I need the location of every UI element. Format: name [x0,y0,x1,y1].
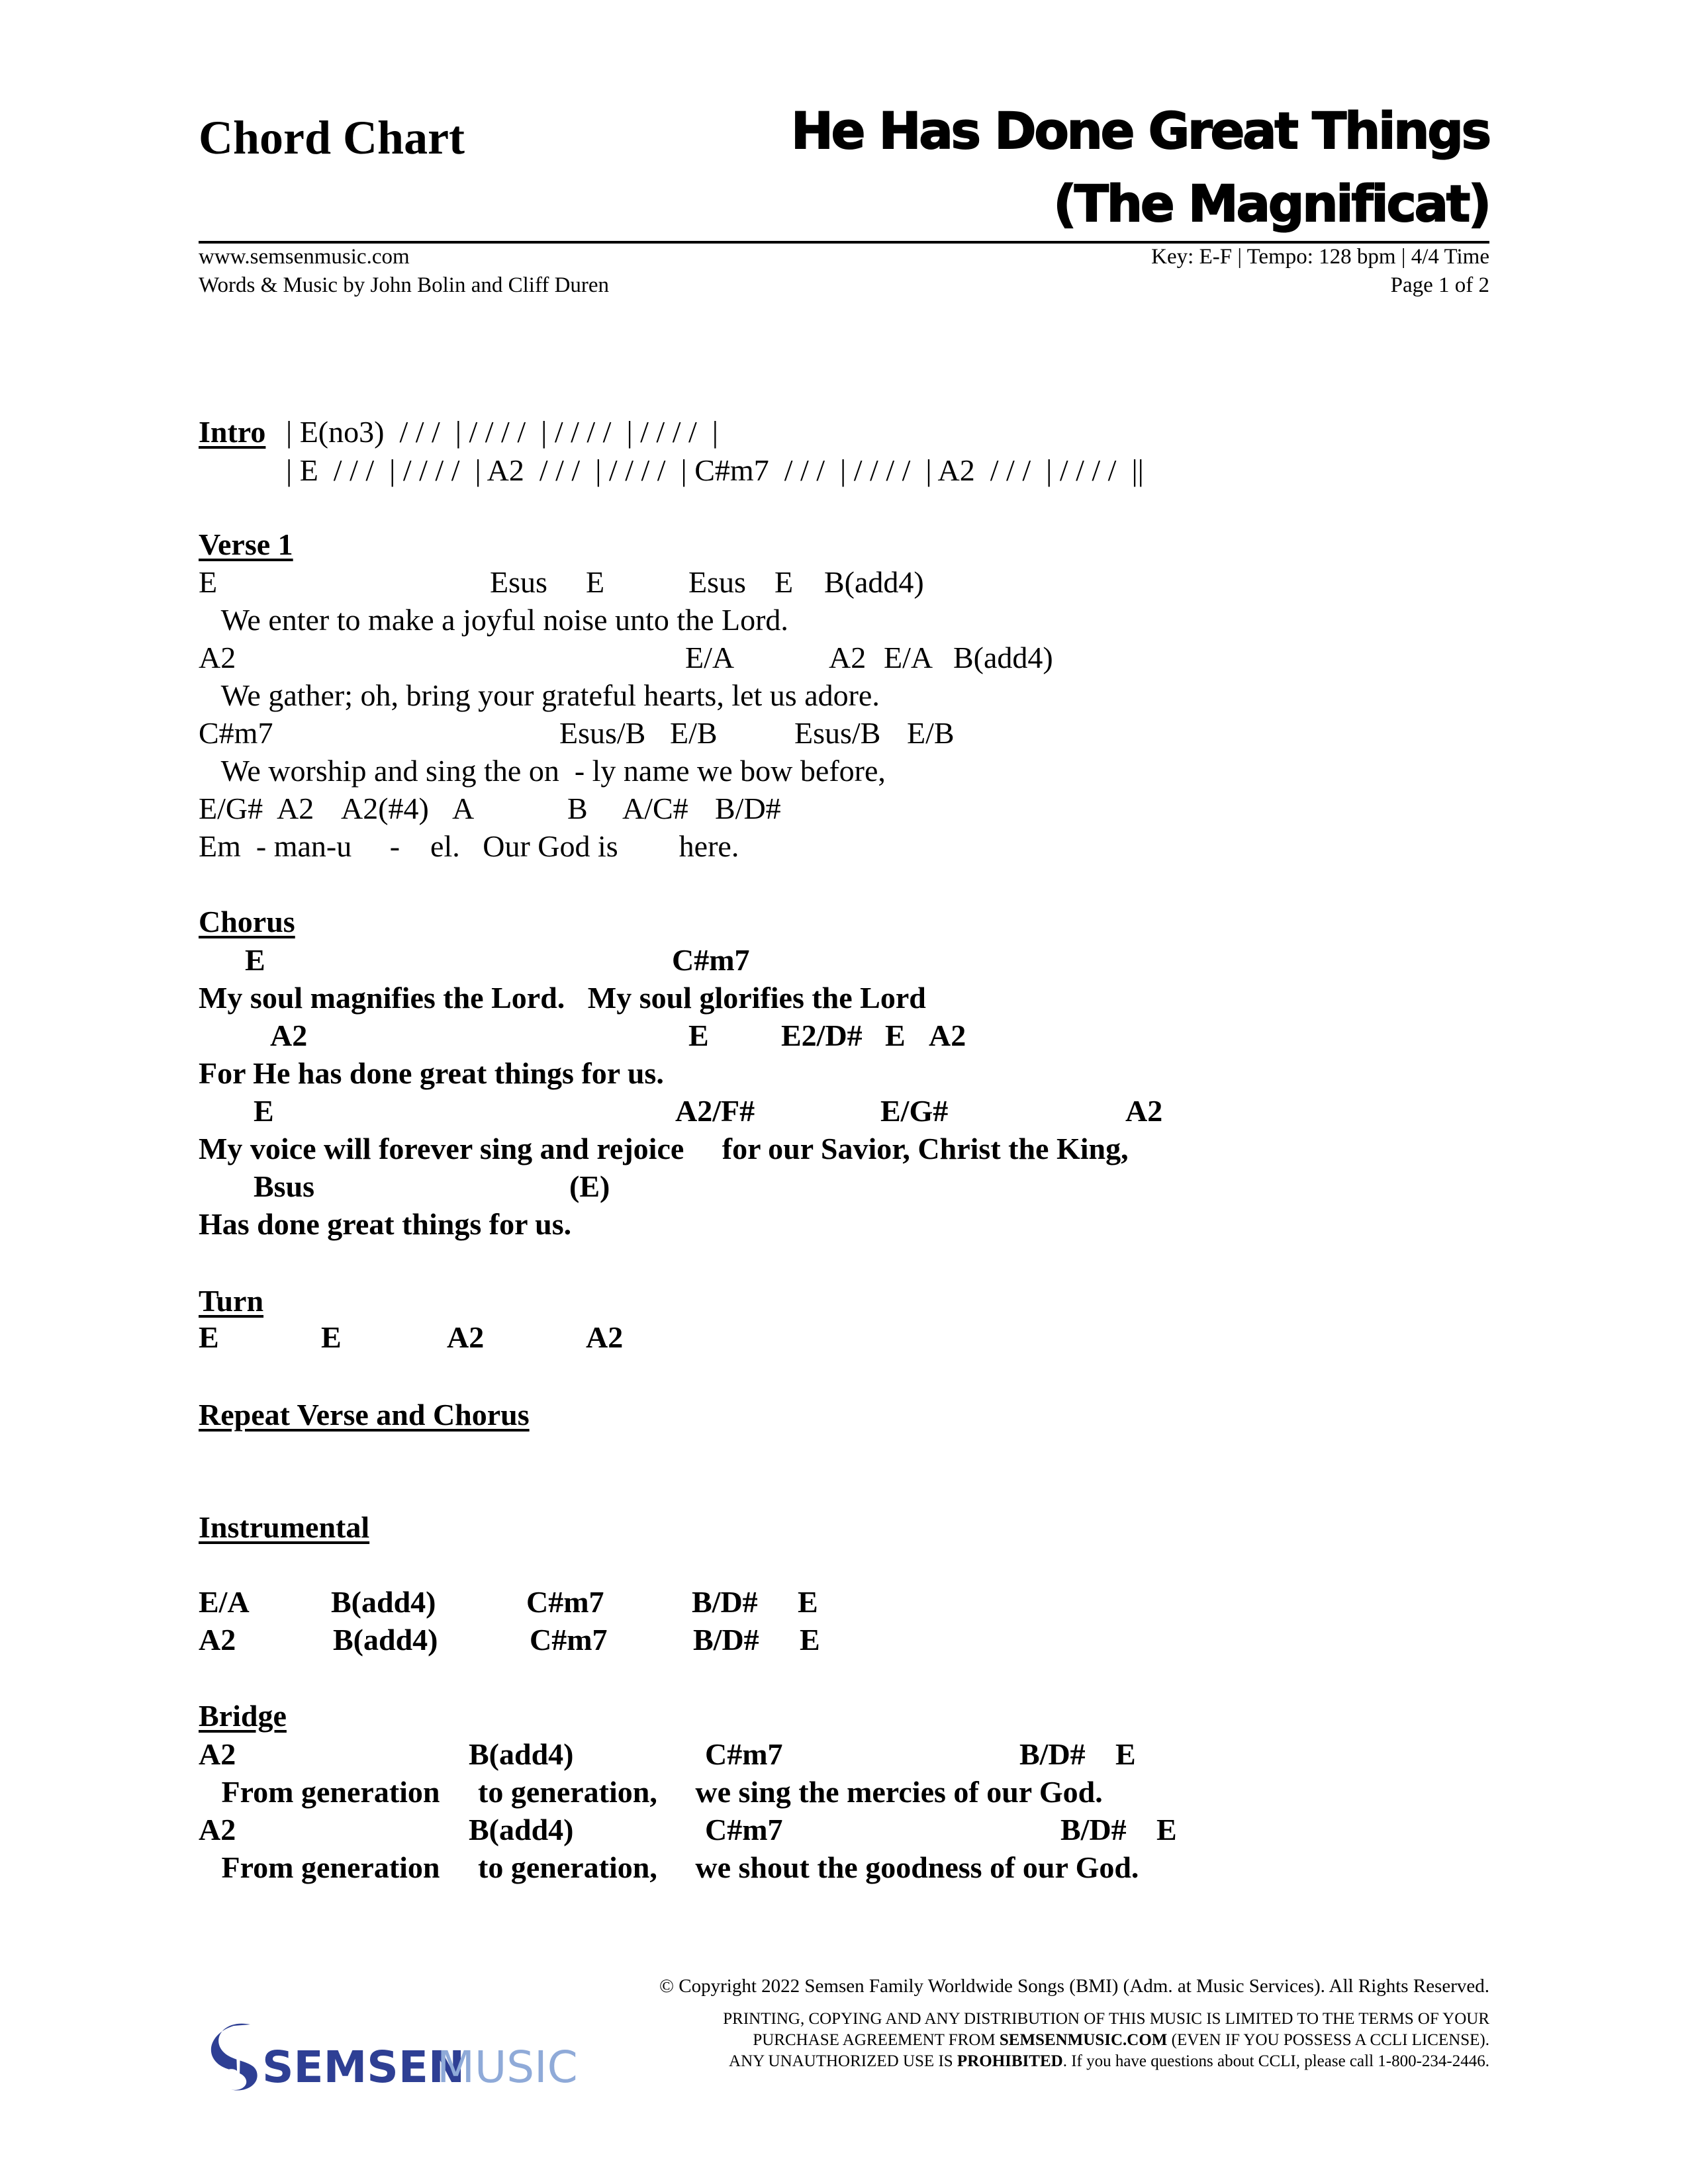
song-title: He Has Done Great Things [791,101,1489,160]
lyric-line: Em - man-u - el. Our God is here. [199,829,739,863]
chord: E/G# [199,792,263,825]
chord: A2 [447,1320,485,1354]
chord: E [321,1320,342,1354]
chord: E/A [884,641,933,674]
lyric-line: We gather; oh, bring your grateful hearts, let us adore. [199,678,880,712]
chord: B(add4) [331,1585,436,1619]
chord: B(add4) [469,1813,574,1846]
section-verse1-label: Verse 1 [199,527,293,561]
chord: B/D# [715,792,781,825]
chord: A2 [277,792,314,825]
chord: E [586,565,605,599]
section-instrumental-label: Instrumental [199,1510,370,1544]
doc-type-label: Chord Chart [199,111,465,164]
chord: Esus/B [559,716,646,750]
chord: E/A [685,641,735,674]
chord: B(add4) [469,1737,574,1771]
lyric-line: My soul magnifies the Lord. My soul glorifies the Lord [199,981,926,1015]
chord: C#m7 [526,1585,604,1619]
chord: Bsus [254,1169,315,1203]
license-notice-line2: PURCHASE AGREEMENT FROM SEMSENMUSIC.COM (EVEN IF YOU POSSESS A CCLI LICENSE). [753,2031,1489,2049]
chord: Esus [688,565,746,599]
section-intro-label: Intro [199,415,266,449]
chord: A2 [199,1737,236,1771]
lyric-line: From generation to generation, we shout the goodness of our God. [199,1850,1139,1884]
chord: Esus [490,565,547,599]
chord: A2 [586,1320,624,1354]
chord: E [688,1019,709,1052]
lyric-line: From generation to generation, we sing the mercies of our God. [199,1775,1103,1809]
chord: C#m7 [705,1737,783,1771]
chord: E [885,1019,906,1052]
license-notice-line3: ANY UNAUTHORIZED USE IS PROHIBITED. If you have questions about CCLI, please call 1-800-234-2446. [729,2052,1489,2070]
chord: E [245,943,265,977]
chord: E/B [670,716,718,750]
intro-line-1: | E(no3) / / / | / / / / | / / / / | / / / / | [286,415,718,449]
chord: B(add4) [333,1623,438,1657]
lyric-line: Has done great things for us. [199,1207,572,1241]
chord: E/B [907,716,955,750]
license-notice-line1: PRINTING, COPYING AND ANY DISTRIBUTION OF THIS MUSIC IS LIMITED TO THE TERMS OF YOUR [723,2010,1489,2028]
chord: A2 [1125,1094,1163,1128]
semsen-music-logo[interactable] [199,2009,609,2093]
chord: E [800,1623,820,1657]
svg-text:MUSIC: MUSIC [437,2042,578,2093]
chord: B(add4) [824,565,924,599]
chord: E/G# [880,1094,949,1128]
chord: C#m7 [705,1813,783,1846]
credits: Words & Music by John Bolin and Cliff Duren [199,273,610,297]
chord: E [774,565,794,599]
copyright-notice: © Copyright 2022 Semsen Family Worldwide Songs (BMI) (Adm. at Music Services). All Rights Reserved. [659,1976,1489,1997]
chord: B/D# [693,1623,759,1657]
chord: C#m7 [199,716,273,750]
chord: A2 [199,1623,236,1657]
key-tempo: Key: E-F | Tempo: 128 bpm | 4/4 Time [1151,245,1489,269]
chord: A2 [199,641,236,674]
chord: Esus/B [794,716,881,750]
music-note-s-icon [204,2019,614,2099]
svg-text:SEMSEN: SEMSEN [262,2042,465,2093]
lyric-line: My voice will forever sing and rejoice for our Savior, Christ the King, [199,1132,1129,1165]
chord: A2 [270,1019,308,1052]
lyric-line: For He has done great things for us. [199,1056,664,1090]
chord: E [798,1585,818,1619]
page-number: Page 1 of 2 [1390,273,1489,297]
chord: (E) [569,1169,610,1203]
chord: A [452,792,475,825]
chord: E [1156,1813,1177,1846]
chord: B/D# [1060,1813,1127,1846]
section-turn-label: Turn [199,1284,264,1318]
chord: E [199,565,218,599]
chord: E [254,1094,274,1128]
chord: B/D# [692,1585,758,1619]
chord: A2 [199,1813,236,1846]
chord: A2(#4) [341,792,429,825]
chord: B [567,792,588,825]
chord: E [1115,1737,1136,1771]
chord: E [199,1320,219,1354]
section-bridge-label: Bridge [199,1699,287,1733]
chord: E2/D# [781,1019,863,1052]
section-repeat-label: Repeat Verse and Chorus [199,1398,530,1432]
lyric-line: We enter to make a joyful noise unto the Lord. [199,603,788,637]
chord: A2 [929,1019,966,1052]
chord: C#m7 [672,943,750,977]
website-link[interactable]: www.semsenmusic.com [199,245,410,269]
chord: A2/F# [675,1094,755,1128]
chord: C#m7 [530,1623,608,1657]
chord: A/C# [622,792,688,825]
header-divider [199,241,1489,244]
intro-line-2: | E / / / | / / / / | A2 / / / | / / / / | C#m7 / / / | / / / / | A2 / / / | / / / / || [286,453,1144,487]
chord: B(add4) [953,641,1053,674]
song-subtitle: (The Magnificat) [1053,174,1489,233]
chord: A2 [829,641,867,674]
chord: B/D# [1019,1737,1086,1771]
semsenmusic-link[interactable]: SEMSENMUSIC.COM [999,2031,1168,2049]
section-chorus-label: Chorus [199,905,295,938]
lyric-line: We worship and sing the on - ly name we bow before, [199,754,886,788]
chord: E/A [199,1585,250,1619]
